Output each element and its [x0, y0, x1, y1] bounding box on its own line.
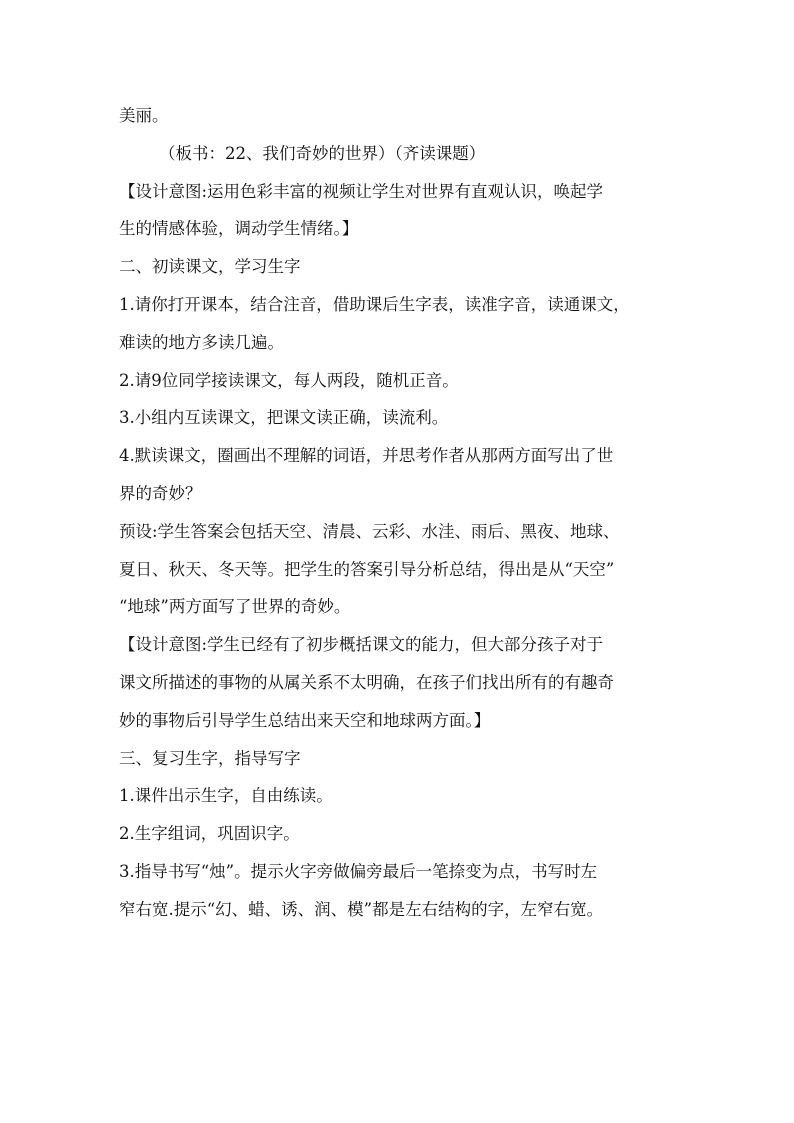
text-line: “地球”两方面写了世界的奇妙。	[119, 597, 351, 617]
text-line: 妙的事物后引导学生总结出来天空和地球两方面。】	[119, 710, 491, 730]
preset-answer-line: 预设:学生答案会包括天空、清晨、云彩、水洼、雨后、黑夜、地球、	[119, 521, 620, 541]
text-line: 3.指导书写“烛”。提示火字旁做偏旁最后一笔捺变为点，书写时左	[119, 861, 598, 881]
text-line: 4.默读课文，圈画出不理解的词语，并思考作者从那两方面写出了世	[119, 446, 614, 466]
text-line: 3.小组内互读课文，把课文读正确，读流利。	[119, 408, 449, 428]
board-writing-line: （板书：22、我们奇妙的世界）（齐读课题）	[159, 143, 486, 163]
text-line: 美丽。	[119, 106, 169, 125]
text-line: 界的奇妙？	[119, 483, 202, 503]
section-heading: 三、复习生字，指导写字	[119, 748, 301, 768]
section-heading: 二、初读课文，学习生字	[119, 257, 301, 277]
text-line: 1.课件出示生字，自由练读。	[119, 786, 333, 806]
design-intent-line: 【设计意图:学生已经有了初步概括课文的能力，但大部分孩子对于	[119, 635, 604, 655]
text-line: 2.请9位同学接读课文，每人两段，随机正音。	[119, 370, 459, 390]
text-line: 难读的地方多读几遍。	[119, 332, 284, 352]
text-line: 窄右宽.提示“幻、蜡、诱、润、模”都是左右结构的字，左窄右宽。	[119, 899, 604, 919]
text-line: 1.请你打开课本，结合注音，借助课后生字表，读准字音，读通课文，	[119, 294, 630, 314]
text-line: 课文所描述的事物的从属关系不太明确，在孩子们找出所有的有趣奇	[119, 672, 614, 692]
text-line: 2.生字组词，巩固识字。	[119, 824, 300, 844]
design-intent-line: 【设计意图:运用色彩丰富的视频让学生对世界有直观认识，唤起学	[119, 181, 604, 201]
text-line: 夏日、秋天、冬天等。把学生的答案引导分析总结，得出是从“天空”	[119, 559, 615, 579]
text-line: 生的情感体验，调动学生情绪。】	[119, 219, 359, 239]
document-body	[119, 97, 679, 929]
